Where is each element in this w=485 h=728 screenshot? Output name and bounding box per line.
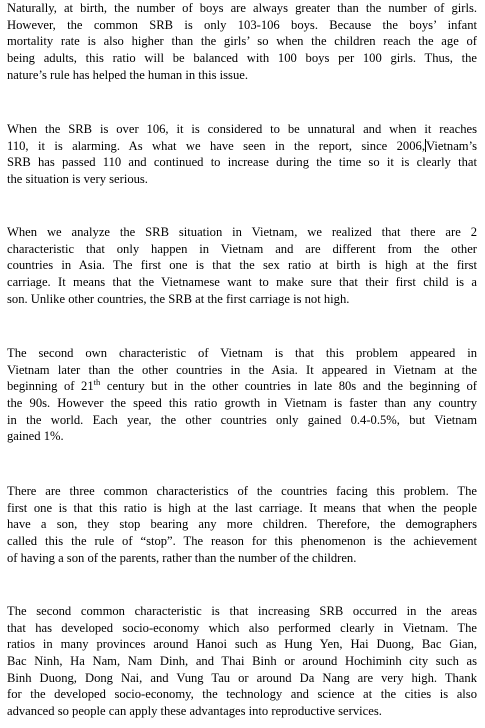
text-line: son. Unlike other countries, the SRB at the first carriage is not high. <box>7 291 350 306</box>
text-line: for the developed socio-economy, the technology and science at the cities is also <box>7 687 477 702</box>
text-segment: 110, it is alarming. As what we have seen in the report, since 2006, <box>7 138 425 153</box>
text-line: the situation is very serious. <box>7 172 148 187</box>
text-line: Naturally, at birth, the number of boys are always greater than the number of girls. <box>7 1 477 15</box>
text-line: the 90s. However the speed this ratio growth in Vietnam is faster than any country <box>7 396 477 411</box>
text-line: Bac Ninh, Ha Nam, Nam Dinh, and Thai Binh or around Hochiminh city such as <box>7 654 477 669</box>
text-line: Vietnam later than the other countries in the Asia. It appeared in Vietnam at the <box>7 362 477 377</box>
text-line: that has developed socio-economy which also performed clearly in Vietnam. The <box>7 620 477 635</box>
text-line-with-cursor <box>7 138 477 155</box>
text-line: characteristic that only happen in Vietnam and are different from the other <box>7 241 477 256</box>
paragraph-6 <box>7 603 477 720</box>
text-line: There are three common characteristics of the countries facing this problem. The <box>7 484 477 498</box>
text-line: When the SRB is over 106, it is considered to be unnatural and when it reaches <box>7 122 477 136</box>
text-line: When we analyze the SRB situation in Vietnam, we realized that there are 2 <box>7 225 477 239</box>
paragraph-1 <box>7 0 477 83</box>
text-line: However, the common SRB is only 103-106 boys. Because the boys’ infant <box>7 17 477 32</box>
text-segment: beginning of 21 <box>7 379 94 394</box>
superscript: th <box>93 378 101 388</box>
paragraph-2 <box>7 121 477 188</box>
text-line: gained 1%. <box>7 429 64 444</box>
text-line: mortality rate is also higher than the girls’ so when the children reach the age of <box>7 34 477 49</box>
text-line: The second common characteristic is that increasing SRB occurred in the areas <box>7 604 477 618</box>
text-line: being adults, this ratio will be balanced with 100 boys per 100 girls. Thus, the <box>7 51 477 66</box>
paragraph-5 <box>7 483 477 566</box>
text-line: advanced so people can apply these advantages into reproductive services. <box>7 704 382 719</box>
text-line: carriage. It means that the Vietnamese want to make sure that their first child is a <box>7 275 477 290</box>
text-line-with-superscript <box>7 378 477 395</box>
text-line: in the world. Each year, the other countries only gained 0.4-0.5%, but Vietnam <box>7 412 477 427</box>
text-line: nature’s rule has helped the human in this issue. <box>7 67 248 82</box>
text-line: countries in Asia. The first one is that the sex ratio at birth is high at the first <box>7 258 477 273</box>
text-line: first one is that this ratio is high at the last carriage. It means that when the people <box>7 500 477 515</box>
text-line: have a son, they stop bearing any more children. Therefore, the demographers <box>7 517 477 532</box>
text-line: called this the rule of “stop”. The reason for this phenomenon is the achievement <box>7 534 477 549</box>
text-line: The second own characteristic of Vietnam is that this problem appeared in <box>7 346 477 360</box>
text-line: of having a son of the parents, rather than the number of the children. <box>7 550 357 565</box>
text-line: Binh Duong, Dong Nai, and Vung Tau or around Da Nang are very high. Thank <box>7 670 477 685</box>
text-line: ratios in many provinces around Hanoi such as Hung Yen, Hai Duong, Bac Gian, <box>7 637 477 652</box>
text-segment: Vietnam’s <box>425 138 477 153</box>
paragraph-4 <box>7 345 477 445</box>
text-segment: century but in the other countries in late 80s and the beginning of <box>100 379 477 394</box>
text-line: SRB has passed 110 and continued to increase during the time so it is clearly that <box>7 155 477 170</box>
paragraph-3 <box>7 224 477 307</box>
